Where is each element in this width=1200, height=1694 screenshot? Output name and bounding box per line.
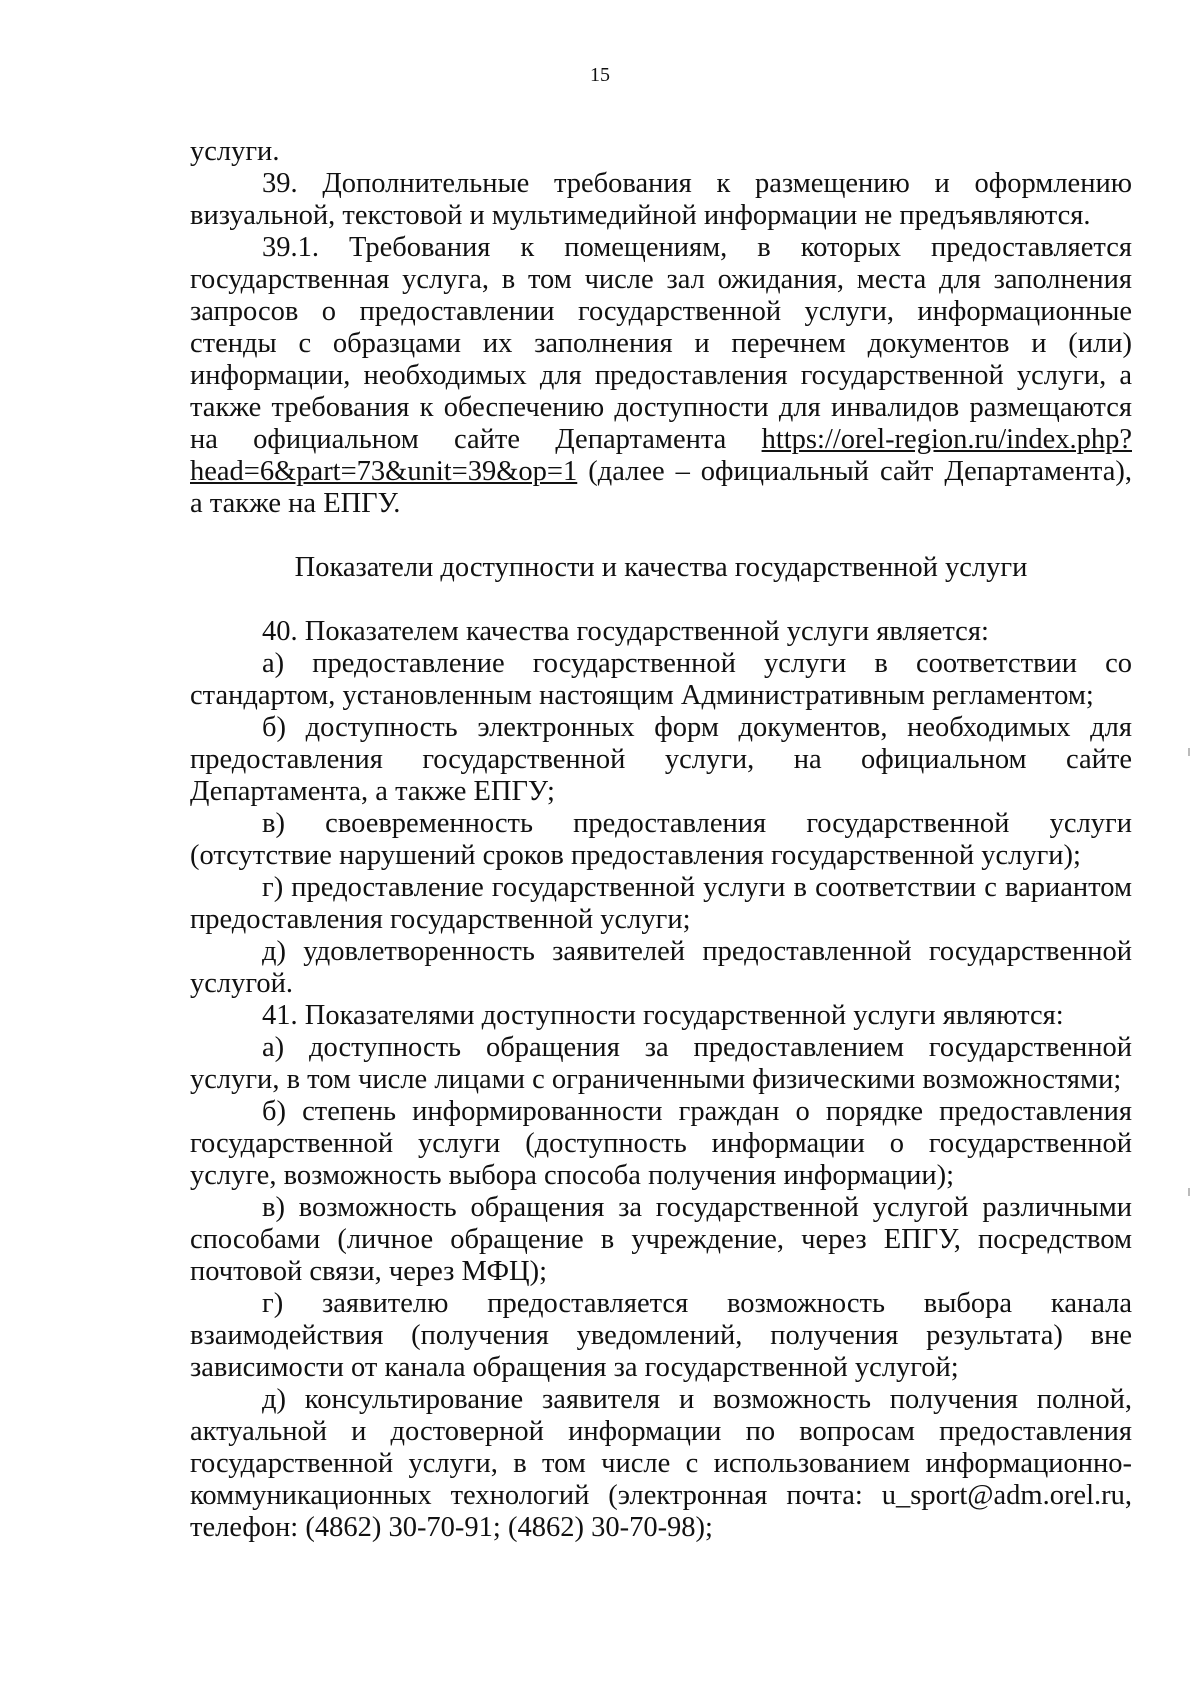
scan-artifact <box>1188 748 1190 756</box>
paragraph-40-g: г) предоставление государственной услуги в соответствии с вариантом предоставления государственной услуги; <box>190 872 1132 935</box>
paragraph-41-a: а) доступность обращения за предоставлением государственной услуги, в том числе лицами с ограниченными физическими возможностями; <box>190 1032 1132 1095</box>
paragraph-41: 41. Показателями доступности государственной услуги являются: <box>262 1000 1064 1031</box>
page-number: 15 <box>590 64 610 86</box>
paragraph-40-b: б) доступность электронных форм документов, необходимых для предоставления государственной услуги, на официальном сайте Департамента, а также ЕПГУ; <box>190 712 1132 807</box>
paragraph-40-v: в) своевременность предоставления государственной услуги (отсутствие нарушений сроков предоставления государственной услуги); <box>190 808 1132 871</box>
scan-artifact <box>1188 1188 1190 1196</box>
paragraph-39-1-tail: (далее – официальный сайт Департамента), а также на ЕПГУ. <box>190 456 1132 519</box>
paragraph-41-b: б) степень информированности граждан о порядке предоставления государственной услуги (доступность информации о государственной услуге, возможность выбора способа получения информации); <box>190 1096 1132 1191</box>
section-heading: Показатели доступности и качества государственной услуги <box>294 552 1028 583</box>
department-site-link[interactable]: https://orel-region.ru/index.php?head=6&part=73&unit=39&op=1 <box>190 424 1132 487</box>
paragraph-41-g: г) заявителю предоставляется возможность выбора канала взаимодействия (получения уведомлений, получения результата) вне зависимости от канала обращения за государственной услугой; <box>190 1288 1132 1383</box>
paragraph-41-v: в) возможность обращения за государственной услугой различными способами (личное обращение в учреждение, через ЕПГУ, посредством почтовой связи, через МФЦ); <box>190 1192 1132 1287</box>
paragraph-39-1-text: 39.1. Требования к помещениям, в которых предоставляется государственная услуга, в том числе зал ожидания, места для заполнения запросов о предоставлении государственной услуги, информационные стенды с образцами их заполнения и перечнем документов и (или) информации, необходимых для предоставления государственной услуги, а также требования к обеспечению доступности для инвалидов размещаются на официальном сайте Департамента <box>190 232 1132 455</box>
paragraph-41-d: д) консультирование заявителя и возможность получения полной, актуальной и достоверной информации по вопросам предоставления государственной услуги, в том числе с использованием информационно-коммуникационных технологий (электронная почта: u_sport@adm.orel.ru, телефон: (4862) 30-70-91; (4862) 30-70-98); <box>190 1384 1132 1543</box>
paragraph-39-1 <box>190 232 1132 520</box>
paragraph-40: 40. Показателем качества государственной услуги является: <box>262 616 989 647</box>
paragraph-40-a: а) предоставление государственной услуги в соответствии со стандартом, установленным настоящим Административным регламентом; <box>190 648 1132 711</box>
paragraph-40-d: д) удовлетворенность заявителей предоставленной государственной услугой. <box>190 936 1132 999</box>
paragraph-continuation: услуги. <box>190 136 280 167</box>
paragraph-39: 39. Дополнительные требования к размещению и оформлению визуальной, текстовой и мультимедийной информации не предъявляются. <box>190 168 1132 231</box>
document-body <box>190 136 1132 1544</box>
